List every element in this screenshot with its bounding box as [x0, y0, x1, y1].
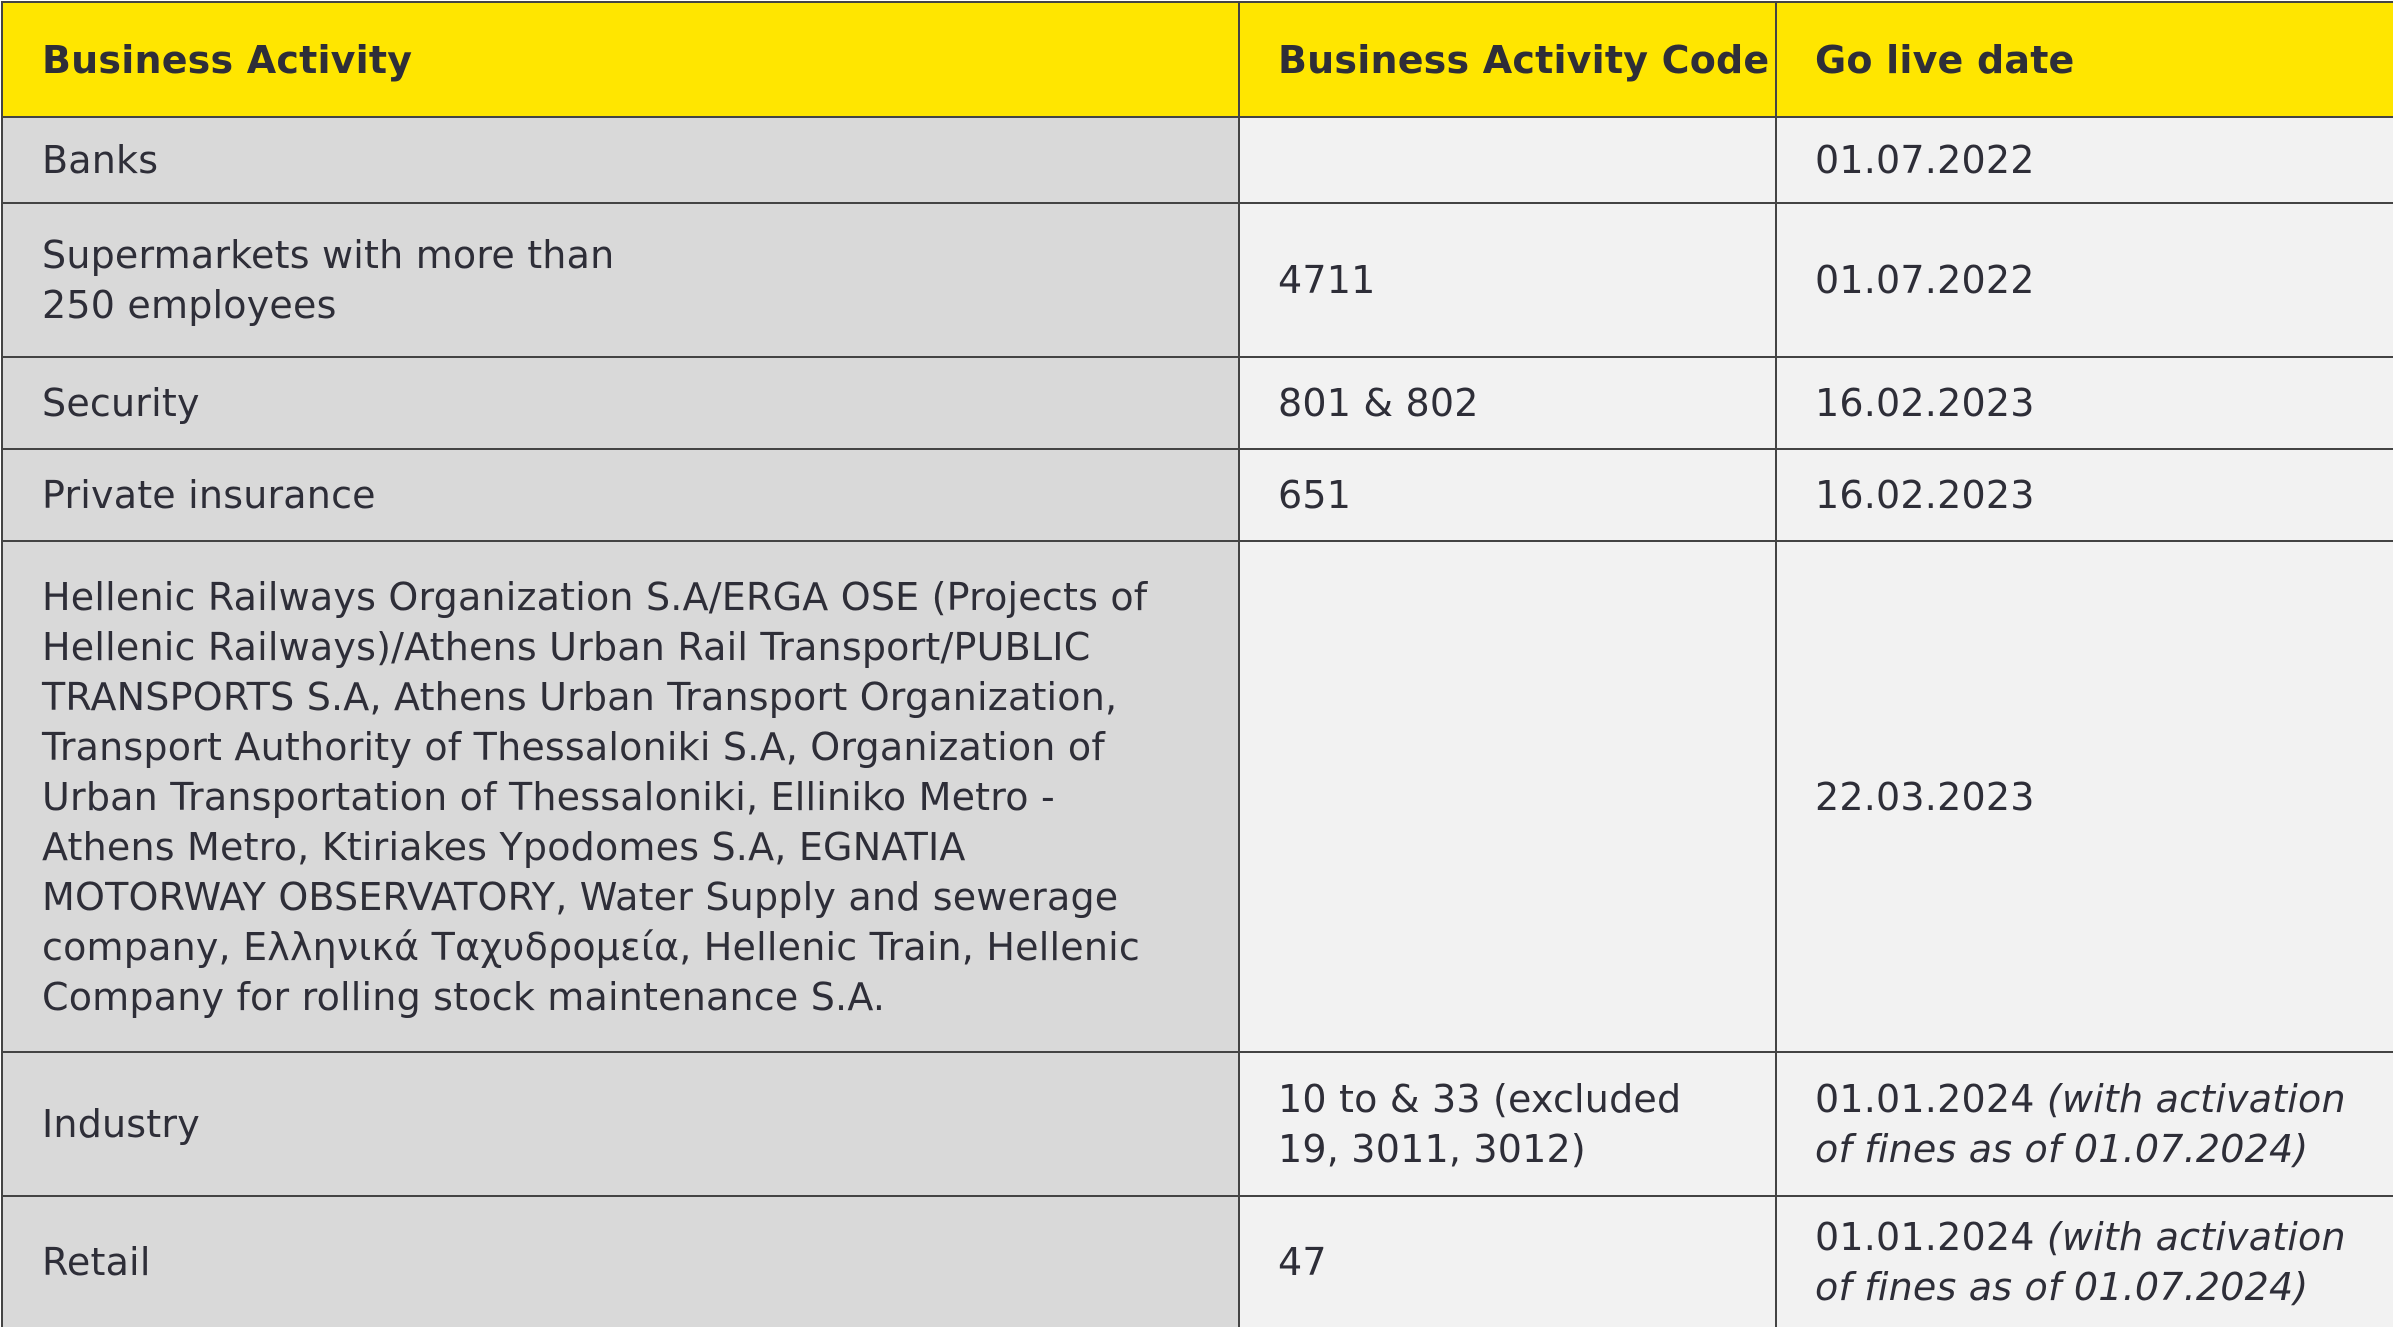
activity-text: Urban Transportation of Thessaloniki, Elliniko Metro - — [42, 774, 1055, 819]
code-text: 651 — [1278, 473, 1352, 517]
row-security-code — [1238, 356, 1775, 448]
row-industry-code — [1238, 1051, 1775, 1195]
activity-table — [1, 1, 2393, 1327]
date-text: 22.03.2023 — [1815, 774, 2035, 819]
activity-text: 250 employees — [42, 283, 337, 327]
code-text: 47 — [1278, 1240, 1327, 1284]
row-supermarkets-activity — [1, 202, 1238, 356]
code-text: 10 to & 33 (excluded — [1278, 1077, 1682, 1121]
row-retail-date — [1775, 1195, 2393, 1327]
activity-text: Hellenic Railways)/Athens Urban Rail Transport/PUBLIC — [42, 624, 1091, 669]
row-security-activity — [1, 356, 1238, 448]
date-text: 01.01.2024 — [1815, 1215, 2035, 1259]
date-note: (with activation — [2046, 1215, 2346, 1259]
header-label: Business Activity — [42, 37, 413, 82]
date-line — [1815, 1212, 2393, 1262]
activity-text: MOTORWAY OBSERVATORY, Water Supply and sewerage — [42, 874, 1119, 919]
row-public-transport-code — [1238, 540, 1775, 1051]
activity-text: Security — [42, 381, 200, 425]
row-supermarkets-code — [1238, 202, 1775, 356]
activity-text: Industry — [42, 1102, 200, 1146]
row-private-insurance-activity — [1, 448, 1238, 540]
activity-text: Private insurance — [42, 473, 376, 517]
row-private-insurance-date — [1775, 448, 2393, 540]
header-go-live-date — [1775, 1, 2393, 116]
date-text: 01.07.2022 — [1815, 138, 2035, 182]
activity-text: Banks — [42, 138, 159, 182]
row-public-transport-date — [1775, 540, 2393, 1051]
date-note: (with activation — [2046, 1077, 2346, 1121]
activity-text: company, Ελληνικά Ταχυδρομεία, Hellenic Train, Hellenic — [42, 924, 1140, 969]
activity-text: TRANSPORTS S.A, Athens Urban Transport Organization, — [42, 674, 1118, 719]
row-security-date — [1775, 356, 2393, 448]
header-label: Business Activity Code — [1278, 37, 1770, 82]
header-business-activity-code — [1238, 1, 1775, 116]
row-retail-activity — [1, 1195, 1238, 1327]
date-note: of fines as of 01.07.2024) — [1815, 1265, 2309, 1309]
activity-text: Company for rolling stock maintenance S.A. — [42, 974, 886, 1019]
row-industry-date — [1775, 1051, 2393, 1195]
date-line — [1815, 1074, 2393, 1124]
activity-text: Supermarkets with more than — [42, 233, 615, 277]
date-text: 16.02.2023 — [1815, 381, 2035, 425]
date-text: 01.01.2024 — [1815, 1077, 2035, 1121]
activity-text: Transport Authority of Thessaloniki S.A, Organization of — [42, 724, 1105, 769]
activity-text: Retail — [42, 1240, 151, 1284]
activity-text: Hellenic Railways Organization S.A/ERGA OSE (Projects of — [42, 574, 1148, 619]
row-public-transport-activity — [1, 540, 1238, 1051]
code-text: 19, 3011, 3012) — [1278, 1127, 1586, 1171]
row-supermarkets-date — [1775, 202, 2393, 356]
header-label: Go live date — [1815, 37, 2075, 82]
row-banks-code — [1238, 116, 1775, 202]
date-text: 01.07.2022 — [1815, 258, 2035, 302]
activity-text: Athens Metro, Ktiriakes Ypodomes S.A, EGNATIA — [42, 824, 966, 869]
code-text: 4711 — [1278, 258, 1376, 302]
header-business-activity — [1, 1, 1238, 116]
row-retail-code — [1238, 1195, 1775, 1327]
code-text: 801 & 802 — [1278, 381, 1479, 425]
row-private-insurance-code — [1238, 448, 1775, 540]
row-banks-activity — [1, 116, 1238, 202]
row-banks-date — [1775, 116, 2393, 202]
date-text: 16.02.2023 — [1815, 473, 2035, 517]
row-industry-activity — [1, 1051, 1238, 1195]
date-note: of fines as of 01.07.2024) — [1815, 1127, 2309, 1171]
